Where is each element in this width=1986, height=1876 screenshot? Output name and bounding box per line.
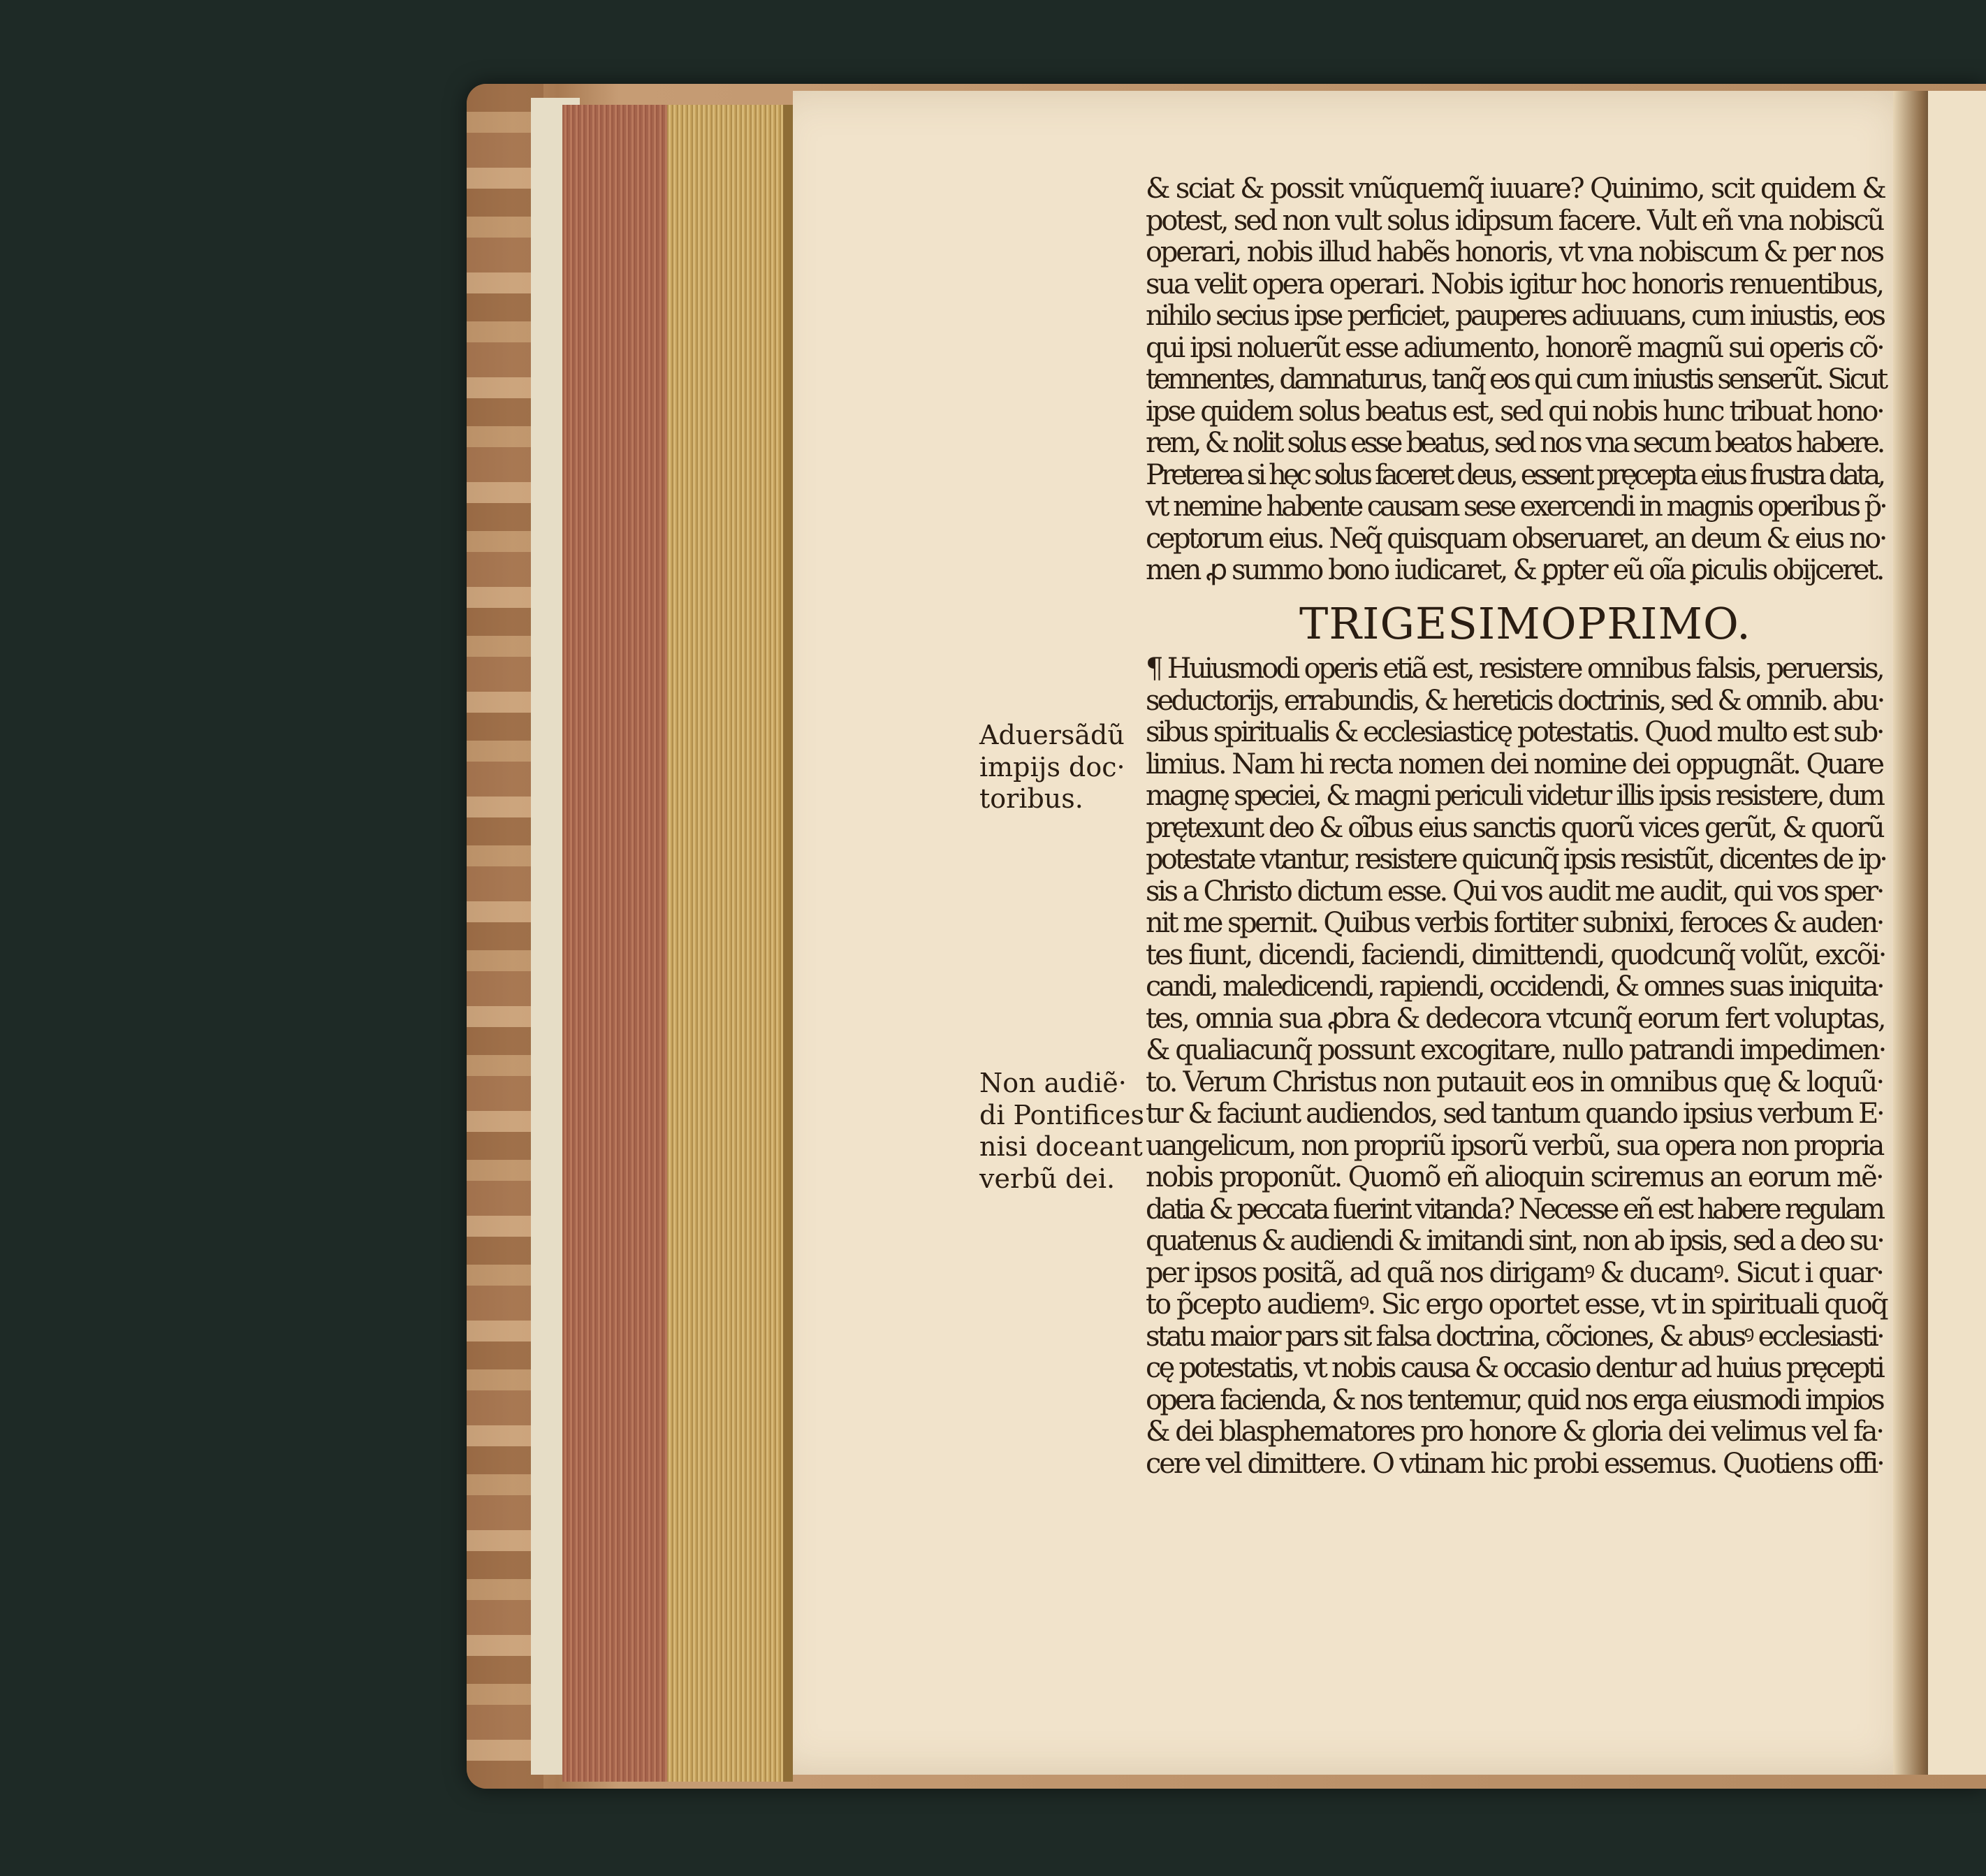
text-line: prętexunt deo & oĩbus eius sanctis quorũ vices gerũt, & quorũ xyxy=(1146,811,1883,844)
text-line: opera facienda, & nos tentemur, quid nos erga eiusmodi impios xyxy=(1146,1383,1883,1416)
section-heading: TRIGESIMOPRIMO. xyxy=(1299,598,1751,649)
text-line: to. Verum Christus non putauit eos in omnibus quę & loquũ· xyxy=(1146,1066,1883,1098)
text-line: tur & faciunt audiendos, sed tantum quando ipsius verbum E· xyxy=(1146,1098,1883,1130)
text-line: ipse quidem solus beatus est, sed qui nobis hunc tribuat hono· xyxy=(1146,395,1883,428)
text-line: tes, omnia sua ꝓbra & dedecora vtcunq̃ eorum fert voluptas, xyxy=(1146,1002,1885,1035)
text-block-lower xyxy=(1146,653,1887,1480)
text-line: ¶ Huiusmodi operis etiã est, resistere omnibus falsis, peruersis, xyxy=(1146,653,1883,685)
text-line: datia & peccata fuerint vitanda? Necesse eñ est habere regulam xyxy=(1146,1193,1883,1226)
margin-note-2 xyxy=(979,1068,1144,1195)
text-line: operari, nobis illud habẽs honoris, vt vna nobiscum & per nos xyxy=(1146,236,1883,268)
margin-note-line: nisi doceant xyxy=(979,1131,1143,1162)
text-line: sis a Christo dictum esse. Qui vos audit me audit, qui vos sper· xyxy=(1146,875,1883,908)
text-line: potestate vtantur, resistere quicunq̃ ipsis resistũt, dicentes de ip· xyxy=(1146,843,1886,875)
margin-note-line: di Pontifices xyxy=(979,1099,1144,1130)
text-line: seductorijs, errabundis, & hereticis doctrinis, sed & omnib. abu· xyxy=(1146,684,1883,717)
text-line: statu maior pars sit falsa doctrina, cõciones, & abusꝰ ecclesiasti· xyxy=(1146,1320,1883,1353)
text-line: vt nemine habente causam sese exercendi in magnis operibus p̃· xyxy=(1146,490,1885,523)
text-line: men ꝓ summo bono iudicaret, & ꝑpter eũ oĩa ꝑiculis obijceret. xyxy=(1146,554,1883,586)
text-line: Preterea si hęc solus faceret deus, essent pręcepta eius frustra data, xyxy=(1146,458,1883,491)
text-line: rem, & nolit solus esse beatus, sed nos vna secum beatos habere. xyxy=(1146,427,1883,459)
page-block-gilt-edge xyxy=(667,105,793,1782)
text-line: magnę speciei, & magni periculi videtur illis ipsis resistere, dum xyxy=(1146,780,1883,812)
text-line: ceptorum eius. Neq̃ quisquam obseruaret, an deum & eius no· xyxy=(1146,522,1885,555)
margin-note-line: Aduersãdũ xyxy=(979,720,1125,750)
text-line: cę potestatis, vt nobis causa & occasio dentur ad huius pręcepti xyxy=(1146,1352,1883,1384)
facing-page-edge xyxy=(1928,91,1986,1775)
text-line: tes fiunt, dicendi, faciendi, dimittendi, quodcunq̃ volũt, excõi· xyxy=(1146,938,1885,971)
text-line: to p̃cepto audiemꝰ. Sic ergo oportet esse, vt in spirituali quoq̃ xyxy=(1146,1288,1887,1321)
text-line: cere vel dimittere. O vtinam hic probi essemus. Quotiens offi· xyxy=(1146,1447,1883,1480)
margin-note-line: impijs doc· xyxy=(979,751,1125,783)
margin-note-1 xyxy=(979,720,1125,815)
text-line: candi, maledicendi, rapiendi, occidendi, & omnes suas iniquita· xyxy=(1146,970,1883,1003)
text-block-upper xyxy=(1146,173,1883,587)
text-line: & sciat & possit vnũquemq̃ iuuare? Quinimo, scit quidem & xyxy=(1146,173,1885,205)
text-line: sibus spiritualis & ecclesiasticę potestatis. Quod multo est sub· xyxy=(1146,716,1883,748)
margin-note-line: toribus. xyxy=(979,783,1083,814)
text-line: qui ipsi noluerũt esse adiumento, honorẽ magnũ sui operis cõ· xyxy=(1146,331,1883,364)
text-line: & dei blasphematores pro honore & gloria dei velimus vel fa· xyxy=(1146,1416,1883,1448)
text-line: nit me spernit. Quibus verbis fortiter subnixi, feroces & auden· xyxy=(1146,907,1883,939)
text-line: per ipsos positã, ad quã nos dirigamꝰ & ducamꝰ. Sicut i quar· xyxy=(1146,1256,1883,1289)
margin-note-line: verbũ dei. xyxy=(979,1163,1116,1194)
page-block-red-edge xyxy=(562,105,667,1782)
text-line: nihilo secius ipse perficiet, pauperes adiuuans, cum iniustis, eos xyxy=(1146,300,1884,332)
text-line: uangelicum, non propriũ ipsorũ verbũ, sua opera non propria xyxy=(1146,1129,1883,1162)
text-line: & qualiacunq̃ possunt excogitare, nullo patrandi impedimen· xyxy=(1146,1034,1885,1066)
margin-note-line: Non audiẽ· xyxy=(979,1068,1127,1098)
text-line: sua velit opera operari. Nobis igitur hoc honoris renuentibus, xyxy=(1146,268,1883,300)
text-line: limius. Nam hi recta nomen dei nomine dei oppugnãt. Quare xyxy=(1146,748,1883,780)
text-line: potest, sed non vult solus idipsum facere. Vult eñ vna nobiscũ xyxy=(1146,204,1883,237)
text-line: temnentes, damnaturus, tanq̃ eos qui cum iniustis senserũt. Sicut xyxy=(1146,363,1885,395)
text-line: nobis proponũt. Quomõ eñ alioquin sciremus an eorum mẽ· xyxy=(1146,1161,1883,1193)
text-line: quatenus & audiendi & imitandi sint, non ab ipsis, sed a deo su· xyxy=(1146,1225,1883,1257)
